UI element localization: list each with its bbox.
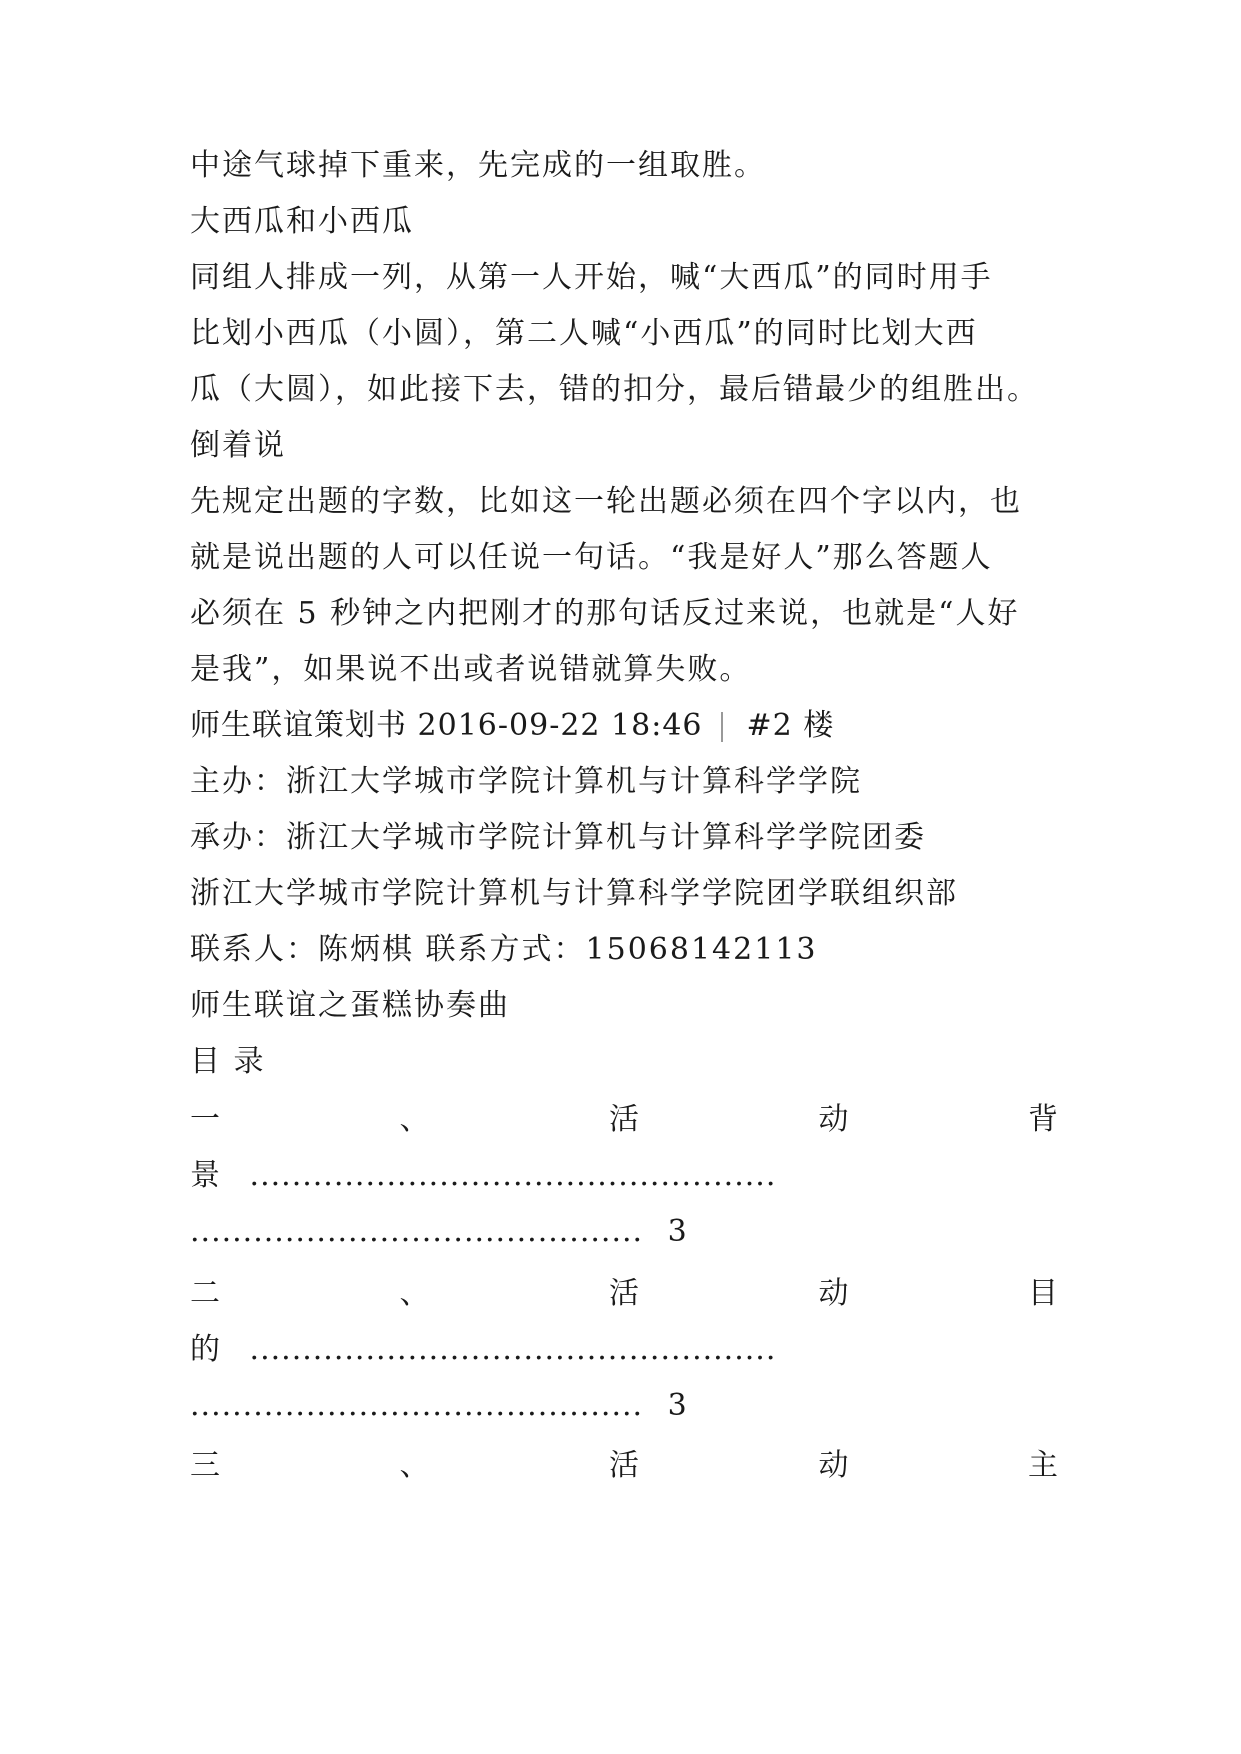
- document-title: 师生联谊之蛋糕协奏曲: [190, 988, 510, 1023]
- toc-number: 三: [190, 1448, 220, 1483]
- paragraph-line: 同组人排成一列，从第一人开始，喊“大西瓜”的同时用手: [190, 260, 993, 295]
- toc-tail: 景: [190, 1158, 221, 1193]
- toc-leader-row: [190, 1156, 776, 1196]
- paragraph-line: 先规定出题的字数，比如这一轮出题必须在四个字以内，也: [190, 484, 1022, 519]
- toc-comma: 、: [399, 1448, 430, 1483]
- toc-dots: ..................................................: [249, 1158, 777, 1193]
- section-heading: 倒着说: [190, 428, 286, 463]
- toc-word: 背: [1028, 1102, 1058, 1137]
- toc-leader-row: [190, 1386, 688, 1426]
- toc-number: 一: [190, 1102, 220, 1137]
- toc-heading: 目 录: [190, 1044, 266, 1079]
- toc-entry-row: [190, 1100, 1058, 1140]
- toc-leader-row: [190, 1330, 776, 1370]
- paragraph-line: 必须在 5 秒钟之内把刚才的那句话反过来说，也就是“人好: [190, 596, 1020, 631]
- toc-dots: ...........................................: [190, 1214, 644, 1249]
- toc-page-number: 3: [667, 1388, 688, 1423]
- toc-word: 活: [609, 1276, 639, 1311]
- toc-dots: ...........................................: [190, 1388, 644, 1423]
- toc-page-number: 3: [667, 1214, 688, 1249]
- toc-word: 活: [609, 1102, 639, 1137]
- paragraph-line: 瓜（大圆），如此接下去，错的扣分，最后错最少的组胜出。: [190, 372, 1039, 407]
- paragraph-line: 中途气球掉下重来，先完成的一组取胜。: [190, 148, 766, 183]
- paragraph-line: 比划小西瓜（小圆），第二人喊“小西瓜”的同时比划大西: [190, 316, 978, 351]
- toc-tail: 的: [190, 1332, 221, 1367]
- toc-word: 目: [1028, 1276, 1058, 1311]
- post-title: 师生联谊策划书 2016-09-22 18:46: [190, 708, 703, 743]
- toc-comma: 、: [399, 1102, 430, 1137]
- toc-word: 主: [1028, 1448, 1058, 1483]
- post-header: [190, 706, 834, 746]
- toc-word: 动: [818, 1276, 849, 1311]
- toc-number: 二: [190, 1276, 220, 1311]
- toc-comma: 、: [399, 1276, 430, 1311]
- post-floor: #2 楼: [746, 708, 835, 743]
- toc-word: 活: [609, 1448, 639, 1483]
- toc-dots: ..................................................: [249, 1332, 777, 1367]
- separator: [721, 712, 723, 742]
- co-organizer-line: 承办：浙江大学城市学院计算机与计算科学学院团委: [190, 820, 926, 855]
- toc-entry-row: [190, 1446, 1058, 1486]
- department-line: 浙江大学城市学院计算机与计算科学学院团学联组织部: [190, 876, 958, 911]
- contact-line: 联系人：陈炳棋 联系方式：15068142113: [190, 932, 818, 967]
- toc-word: 动: [818, 1102, 849, 1137]
- organizer-line: 主办：浙江大学城市学院计算机与计算科学学院: [190, 764, 862, 799]
- toc-entry-row: [190, 1274, 1058, 1314]
- toc-word: 动: [818, 1448, 849, 1483]
- paragraph-line: 就是说出题的人可以任说一句话。“我是好人”那么答题人: [190, 540, 993, 575]
- paragraph-line: 是我”，如果说不出或者说错就算失败。: [190, 652, 752, 687]
- toc-leader-row: [190, 1212, 688, 1252]
- section-heading: 大西瓜和小西瓜: [190, 204, 414, 239]
